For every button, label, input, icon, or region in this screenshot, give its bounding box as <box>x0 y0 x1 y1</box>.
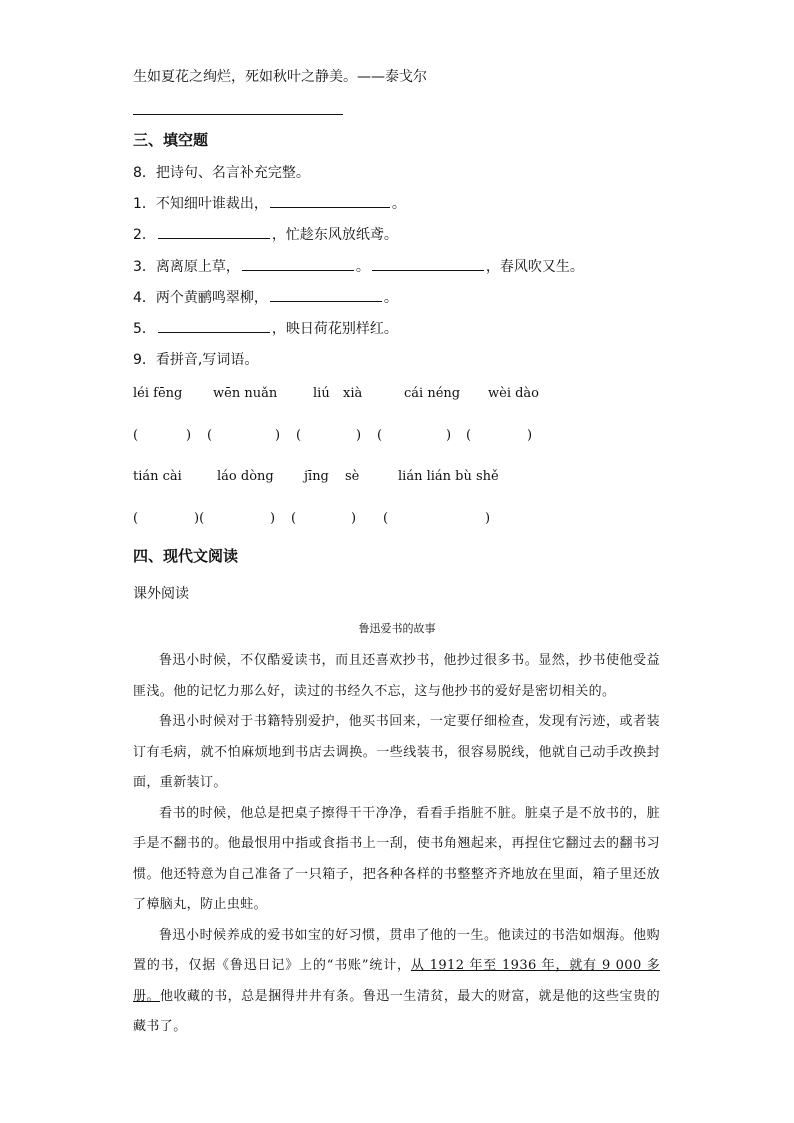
answer-box[interactable]: ( <box>207 428 213 443</box>
answer-blank[interactable] <box>242 269 354 271</box>
section-heading-reading: 四、现代文阅读 <box>133 547 239 565</box>
answer-box-close: ) <box>485 511 491 526</box>
item-text: 离离原上草， <box>155 259 240 275</box>
pinyin-11: lián lián bù shě <box>398 469 499 484</box>
item-number: 2． <box>133 227 156 243</box>
underlined-sentence: 从 1912 年至 1936 年，就有 9 000 多册。 <box>133 958 660 1004</box>
answer-box[interactable]: ( <box>296 428 302 443</box>
story-paragraph-3: 看书的时候，他总是把桌子擦得干干净净，看看手指脏不脏。脏桌子是不放书的，脏手是不翻书的。他最恨用中指或食指书上一刮，使书角翘起来，再捏住它翻过去的翻书习惯。他还特意为自己准备了一只箱子，把各种各样的书整整齐齐地放在里面，箱子里还放了樟脑丸，防止虫蛀。 <box>133 805 660 912</box>
subsection-label: 课外阅读 <box>133 586 189 602</box>
answer-box-close: )( <box>194 511 205 526</box>
story-paragraph-2: 鲁迅小时候对于书籍特别爱护，他买书回来，一定要仔细检查，发现有污迹，或者装订有毛病，就不怕麻烦地到书店去调换。一些线装书，很容易脱线，他就自己动手改换封面，重新装订。 <box>133 714 660 790</box>
pinyin-3: liú <box>313 386 330 401</box>
pinyin-8: láo dòng <box>217 469 274 484</box>
answer-line[interactable] <box>133 114 343 115</box>
story-paragraph-1: 鲁迅小时候，不仅酷爱读书，而且还喜欢抄书，他抄过很多书。显然，抄书使他受益匪浅。他的记忆力那么好，读过的书经久不忘，这与他抄书的爱好是密切相关的。 <box>133 653 660 699</box>
answer-box-close: ) <box>527 428 533 443</box>
pinyin-10: sè <box>345 469 360 484</box>
fill-item-5 <box>133 318 398 338</box>
answer-blank[interactable] <box>158 237 270 239</box>
item-text: 不知细叶谁裁出， <box>155 196 268 212</box>
item-text: ，忙趁东风放纸鸢。 <box>271 227 398 243</box>
item-text: 。 <box>383 290 398 306</box>
pinyin-9: jīng <box>304 469 329 484</box>
question-8-prompt: 8．把诗句、名言补充完整。 <box>133 165 310 181</box>
pinyin-2: wēn nuǎn <box>213 386 278 401</box>
answer-box-close: ) <box>351 511 357 526</box>
item-number: 5． <box>133 321 156 337</box>
pinyin-5: cái néng <box>404 386 461 401</box>
section-heading-fill-in: 三、填空题 <box>133 131 209 149</box>
answer-box-close: ) <box>446 428 452 443</box>
item-text: ，春风吹又生。 <box>485 259 584 275</box>
pinyin-7: tián cài <box>133 469 182 484</box>
paragraph-text: 他收藏的书，总是捆得井井有条。鲁迅一生清贫，最大的财富，就是他的这些宝贵的藏书了。 <box>133 988 660 1034</box>
pinyin-6: wèi dào <box>488 386 540 401</box>
answer-box[interactable]: ( <box>383 511 389 526</box>
item-text: 。 <box>391 196 406 212</box>
pinyin-1: léi fēng <box>133 386 183 401</box>
answer-box-close: ) <box>356 428 362 443</box>
item-text: 。 <box>355 259 370 275</box>
answer-box-close: ) <box>270 511 276 526</box>
answer-box[interactable]: ( <box>377 428 383 443</box>
fill-item-1 <box>133 193 406 213</box>
answer-box-close: ) <box>275 428 281 443</box>
item-text: ，映日荷花别样红。 <box>271 321 398 337</box>
answer-box-close: ) <box>186 428 192 443</box>
fill-item-4 <box>133 287 398 307</box>
answer-blank[interactable] <box>372 269 484 271</box>
item-number: 3． <box>133 259 156 275</box>
story-paragraph-4 <box>133 921 660 1043</box>
question-9-prompt: 9．看拼音,写词语。 <box>133 352 259 368</box>
story-title: 鲁迅爱书的故事 <box>358 622 436 635</box>
story-body <box>133 646 660 1043</box>
answer-blank[interactable] <box>158 331 270 333</box>
fill-item-3 <box>133 256 584 276</box>
pinyin-4: xià <box>343 386 363 401</box>
item-number: 1． <box>133 196 156 212</box>
answer-box[interactable]: ( <box>133 511 139 526</box>
item-text: 两个黄鹂鸣翠柳， <box>155 290 268 306</box>
answer-blank[interactable] <box>270 206 390 208</box>
answer-box[interactable]: ( <box>133 428 139 443</box>
answer-blank[interactable] <box>270 300 382 302</box>
paragraph-text: 鲁迅小时候养成的爱书如宝的好习惯，贯串了他的一生。他读过的书浩如烟海。他购置的书，仅据《鲁迅日记》上的“书账”统计， <box>133 927 660 973</box>
answer-box[interactable]: ( <box>291 511 297 526</box>
answer-box[interactable]: ( <box>466 428 472 443</box>
item-number: 4． <box>133 290 156 306</box>
quote-text: 生如夏花之绚烂，死如秋叶之静美。——泰戈尔 <box>133 69 427 85</box>
fill-item-2 <box>133 224 398 244</box>
